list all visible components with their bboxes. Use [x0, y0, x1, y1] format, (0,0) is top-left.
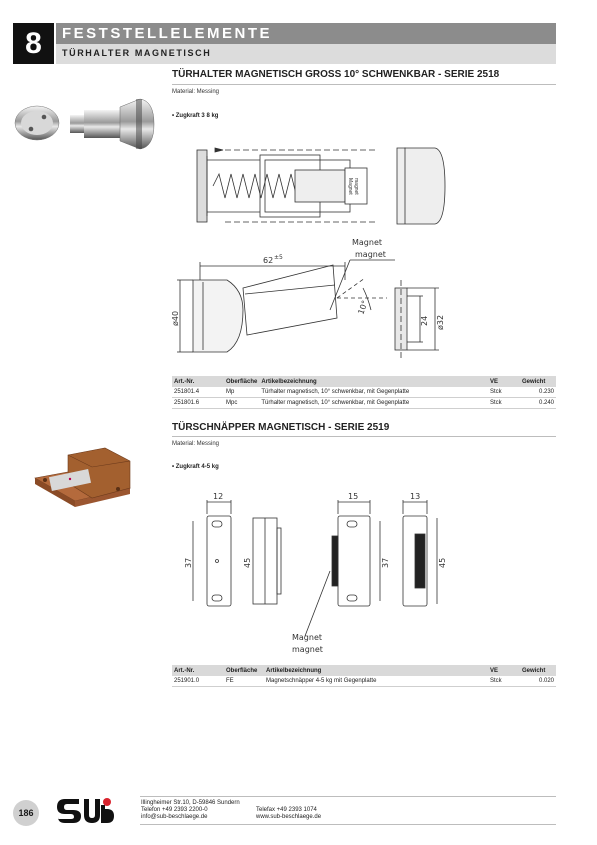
dim-24: 24 — [420, 315, 429, 326]
dim-45-left: 45 — [243, 557, 252, 568]
page-number: 186 — [13, 800, 39, 826]
cell-artikelbezeichnung: Magnetschnäpper 4-5 kg mit Gegenplatte — [264, 676, 488, 687]
cell-gewicht: 0.240 — [520, 398, 556, 409]
cell-oberflaeche: Mpc — [224, 398, 259, 409]
dim-13: 13 — [410, 492, 421, 501]
cell-art-nr: 251901.0 — [172, 676, 224, 687]
col-artikelbezeichnung: Artikelbezeichnung — [259, 376, 488, 387]
footer-address: Illingheimer Str.10, D-59846 Sundern — [141, 800, 240, 806]
table-header-row — [172, 376, 556, 387]
cell-oberflaeche: Mp — [224, 387, 259, 398]
cell-artikelbezeichnung: Türhalter magnetisch, 10° schwenkbar, mit Gegenplatte — [259, 387, 488, 398]
material-label: Material: Messing — [172, 89, 220, 95]
cell-ve: Stck — [488, 676, 520, 687]
product-title-2518: TÜRHALTER MAGNETISCH GROSS 10° SCHWENKBAR - SERIE 2518 — [172, 69, 500, 80]
cell-ve: Stck — [488, 398, 520, 409]
chapter-number: 8 — [13, 23, 54, 64]
col-art-nr: Art.-Nr. — [172, 665, 224, 676]
dim-62-tolerance: ±5 — [274, 254, 283, 261]
technical-drawing-2518 — [165, 130, 560, 370]
magnet-callout-2: magnet — [292, 645, 323, 654]
product-title-2519: TÜRSCHNÄPPER MAGNETISCH - SERIE 2519 — [172, 422, 390, 433]
col-oberflaeche: Oberfläche — [224, 376, 259, 387]
table-row — [172, 398, 556, 409]
footer-email[interactable]: info@sub-beschlaege.de — [141, 814, 208, 820]
col-oberflaeche: Oberfläche — [224, 665, 264, 676]
pull-force-bullet: • Zugkraft 3 8 kg — [172, 113, 219, 119]
footer-web[interactable]: www.sub-beschlaege.de — [256, 814, 322, 820]
pull-force-bullet: • Zugkraft 4-5 kg — [172, 464, 219, 470]
col-gewicht: Gewicht — [520, 376, 556, 387]
dim-15: 15 — [348, 492, 359, 501]
cell-ve: Stck — [488, 387, 520, 398]
table-row — [172, 387, 556, 398]
cell-artikelbezeichnung: Türhalter magnetisch, 10° schwenkbar, mit Gegenplatte — [259, 398, 488, 409]
spec-table-2518 — [172, 376, 556, 409]
spec-table-2519 — [172, 665, 556, 687]
cell-art-nr: 251801.4 — [172, 387, 224, 398]
dim-40: ø40 — [171, 310, 180, 326]
product-photo-2518 — [12, 95, 162, 155]
magnet-callout-1: Magnet — [352, 238, 383, 247]
material-label: Material: Messing — [172, 441, 220, 447]
insert-label-2: magnet — [353, 178, 359, 195]
col-gewicht: Gewicht — [520, 665, 556, 676]
divider — [172, 436, 556, 437]
cell-gewicht: 0.230 — [520, 387, 556, 398]
footer-fax: Telefax +49 2393 1074 — [256, 807, 317, 813]
table-header-row — [172, 665, 556, 676]
col-artikelbezeichnung: Artikelbezeichnung — [264, 665, 488, 676]
dim-45-right: 45 — [438, 557, 447, 568]
insert-label-1: Magnet — [347, 178, 353, 195]
dim-12: 12 — [213, 492, 224, 501]
magnet-callout-2: magnet — [355, 250, 386, 259]
footer-phone: Telefon +49 2393 2200-0 — [141, 807, 208, 813]
dim-10-degree: 10° — [356, 299, 370, 316]
footer-divider — [140, 824, 556, 825]
section-title: TÜRHALTER MAGNETISCH — [62, 48, 212, 58]
divider — [172, 84, 556, 85]
col-ve: VE — [488, 376, 520, 387]
technical-drawing-2519 — [175, 486, 560, 661]
product-photo-2519 — [30, 443, 140, 523]
footer-divider — [140, 796, 556, 797]
magnet-callout-1: Magnet — [292, 633, 323, 642]
table-row — [172, 676, 556, 687]
chapter-title: FESTSTELLELEMENTE — [62, 25, 273, 42]
cell-art-nr: 251801.6 — [172, 398, 224, 409]
col-ve: VE — [488, 665, 520, 676]
company-logo — [55, 797, 117, 825]
cell-oberflaeche: FE — [224, 676, 264, 687]
dim-37-left: 37 — [184, 557, 193, 568]
dim-37-right: 37 — [381, 557, 390, 568]
dim-32: ø32 — [436, 314, 445, 330]
dim-62: 62 — [263, 256, 274, 265]
cell-gewicht: 0.020 — [520, 676, 556, 687]
col-art-nr: Art.-Nr. — [172, 376, 224, 387]
